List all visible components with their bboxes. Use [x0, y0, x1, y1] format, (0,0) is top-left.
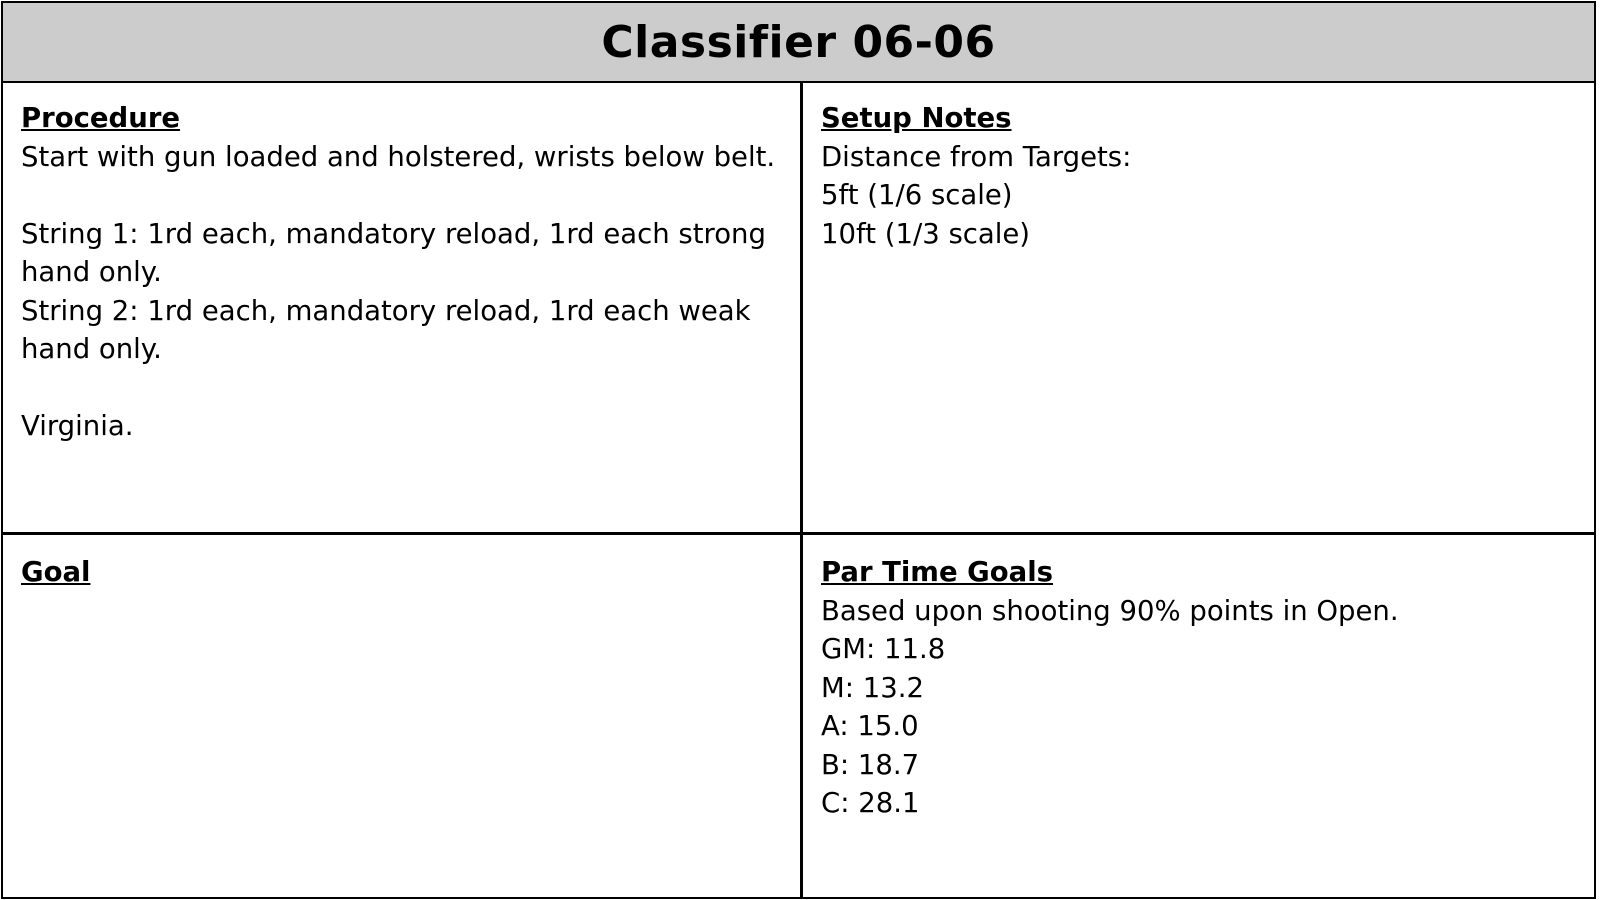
- setup-notes-section: [803, 81, 1594, 532]
- par-time-b: B: 18.7: [821, 748, 920, 781]
- par-time-goals-heading: Par Time Goals: [821, 556, 1053, 588]
- goal-heading: Goal: [21, 556, 91, 588]
- par-time-goals-section: [803, 535, 1594, 897]
- setup-notes-heading: Setup Notes: [821, 102, 1012, 134]
- procedure-text-1: Start with gun loaded and holstered, wrists below belt.: [21, 140, 776, 173]
- setup-notes-line: 5ft (1/6 scale): [821, 179, 1013, 211]
- goal-section: [3, 535, 800, 897]
- title-bar: [1, 1, 1596, 83]
- content-grid: [1, 81, 1596, 899]
- procedure-text-4: Virginia.: [21, 410, 134, 442]
- page-title: Classifier 06-06: [601, 16, 996, 68]
- par-time-m: M: 13.2: [821, 671, 924, 704]
- setup-notes-line: 10ft (1/3 scale): [821, 217, 1031, 250]
- par-time-a: A: 15.0: [821, 710, 919, 742]
- spacer: [21, 369, 782, 408]
- procedure-section: [3, 81, 800, 532]
- par-time-c: C: 28.1: [821, 787, 920, 819]
- procedure-text-3: String 2: 1rd each, mandatory reload, 1rd each weak hand only.: [21, 294, 760, 365]
- par-time-gm: GM: 11.8: [821, 633, 946, 665]
- spacer: [21, 176, 782, 215]
- setup-notes-line: Distance from Targets:: [821, 140, 1132, 173]
- procedure-heading: Procedure: [21, 102, 181, 134]
- par-time-intro: Based upon shooting 90% points in Open.: [821, 594, 1399, 627]
- procedure-text-2: String 1: 1rd each, mandatory reload, 1rd each strong hand only.: [21, 217, 775, 288]
